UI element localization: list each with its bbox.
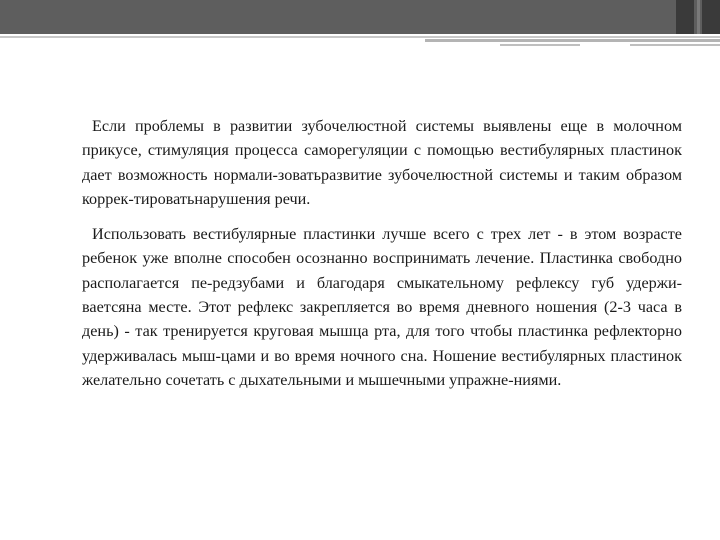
decorative-rule bbox=[500, 44, 580, 46]
slide-body bbox=[82, 114, 682, 392]
header-divider bbox=[0, 36, 720, 38]
header-band bbox=[0, 0, 720, 34]
paragraph: Использовать вестибулярные пластинки лучше всего с трех лет - в этом возрасте ребенок уже вполне способен осознанно воспринимать лечение. Пластинка свободно располагается пе-редзубами и благодаря смыкательному рефлексу губ удержи-ваетсяна месте. Этот рефлекс закрепляется во время дневного ношения (2-3 часа в день) - так тренируется круговая мышца рта, для того чтобы пластинка рефлекторно удерживалась мыш-цами и во время ночного сна. Ношение вестибулярных пластинок желательно сочетать с дыхательными и мышечными упражне-ниями. bbox=[82, 225, 682, 389]
decorative-rule bbox=[630, 44, 720, 46]
decorative-rule bbox=[425, 39, 720, 42]
header-accent-line bbox=[697, 0, 700, 34]
paragraph: Если проблемы в развитии зубочелюстной системы выявлены еще в молочном прикусе, стимуляция процесса саморегуляции с помощью вестибулярных пластинок дает возможность нормали-зоватьразвитие зубочелюстной системы и таким образом коррек-тироватьнарушения речи. bbox=[82, 117, 682, 208]
header-accent-bar bbox=[702, 0, 720, 34]
header-accent-bar bbox=[676, 0, 694, 34]
